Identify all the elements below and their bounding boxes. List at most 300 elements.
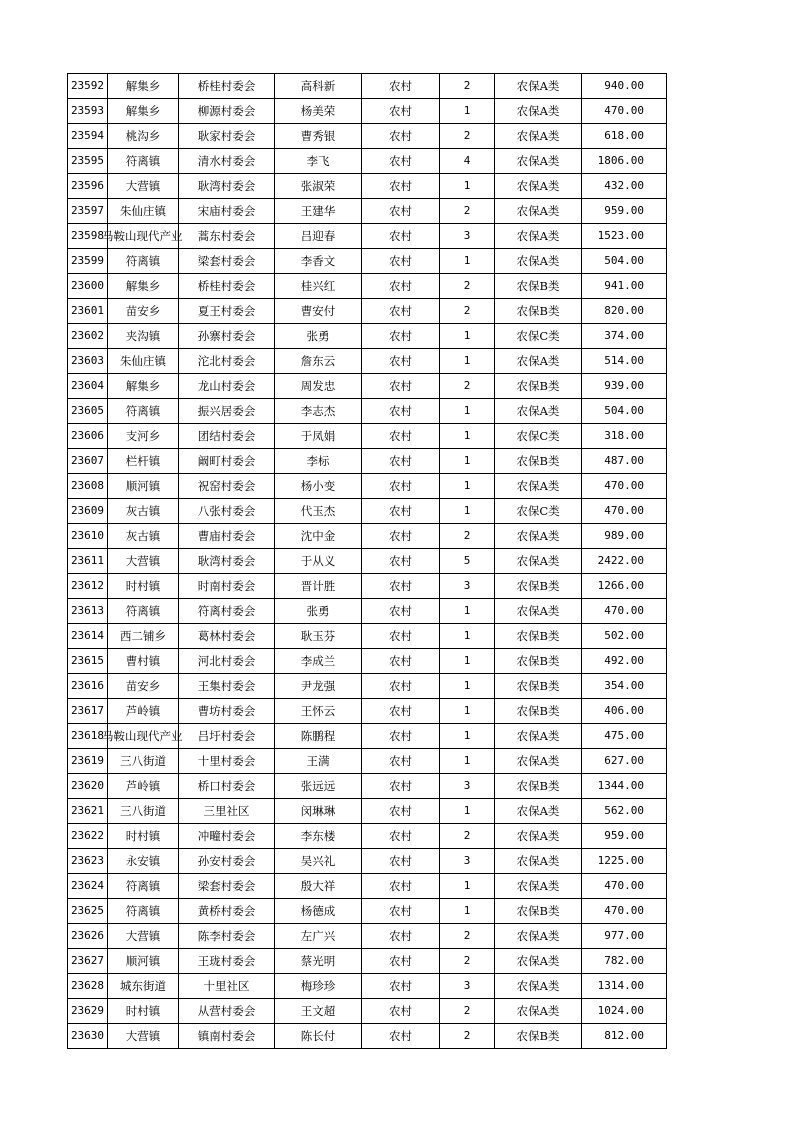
household-count-cell: 2 xyxy=(440,1024,495,1049)
village-committee-cell: 桥桂村委会 xyxy=(179,274,275,299)
person-name-cell: 李东楼 xyxy=(275,824,362,849)
record-id-cell: 23600 xyxy=(68,274,108,299)
town-cell: 苗安乡 xyxy=(108,674,179,699)
table-row xyxy=(68,149,667,174)
record-id-cell: 23625 xyxy=(68,899,108,924)
town-cell: 符离镇 xyxy=(108,149,179,174)
household-count-cell: 2 xyxy=(440,374,495,399)
village-committee-cell: 柳源村委会 xyxy=(179,99,275,124)
record-id-cell: 23629 xyxy=(68,999,108,1024)
area-type-cell: 农村 xyxy=(362,99,440,124)
record-id-cell: 23626 xyxy=(68,924,108,949)
village-committee-cell: 时南村委会 xyxy=(179,574,275,599)
village-committee-cell: 从营村委会 xyxy=(179,999,275,1024)
area-type-cell: 农村 xyxy=(362,224,440,249)
area-type-cell: 农村 xyxy=(362,174,440,199)
insurance-category-cell: 农保A类 xyxy=(495,224,582,249)
village-committee-cell: 耿湾村委会 xyxy=(179,549,275,574)
person-name-cell: 陈长付 xyxy=(275,1024,362,1049)
person-name-cell: 周发忠 xyxy=(275,374,362,399)
person-name-cell: 李成兰 xyxy=(275,649,362,674)
person-name-cell: 吕迎春 xyxy=(275,224,362,249)
village-committee-cell: 王珑村委会 xyxy=(179,949,275,974)
area-type-cell: 农村 xyxy=(362,249,440,274)
town-cell: 解集乡 xyxy=(108,99,179,124)
amount-cell: 941.00 xyxy=(582,274,667,299)
area-type-cell: 农村 xyxy=(362,124,440,149)
village-committee-cell: 梁套村委会 xyxy=(179,874,275,899)
area-type-cell: 农村 xyxy=(362,999,440,1024)
amount-cell: 487.00 xyxy=(582,449,667,474)
table-row xyxy=(68,949,667,974)
household-count-cell: 1 xyxy=(440,349,495,374)
town-cell: 大营镇 xyxy=(108,549,179,574)
household-count-cell: 3 xyxy=(440,774,495,799)
household-count-cell: 1 xyxy=(440,499,495,524)
person-name-cell: 晋计胜 xyxy=(275,574,362,599)
town-cell: 西二铺乡 xyxy=(108,624,179,649)
insurance-category-cell: 农保B类 xyxy=(495,1024,582,1049)
town-cell: 三八街道 xyxy=(108,799,179,824)
amount-cell: 939.00 xyxy=(582,374,667,399)
village-committee-cell: 阚町村委会 xyxy=(179,449,275,474)
village-committee-cell: 桥桂村委会 xyxy=(179,74,275,99)
village-committee-cell: 祝窑村委会 xyxy=(179,474,275,499)
table-row xyxy=(68,499,667,524)
amount-cell: 989.00 xyxy=(582,524,667,549)
table-row xyxy=(68,99,667,124)
insurance-category-cell: 农保B类 xyxy=(495,674,582,699)
town-cell: 曹村镇 xyxy=(108,649,179,674)
person-name-cell: 沈中金 xyxy=(275,524,362,549)
village-committee-cell: 十里社区 xyxy=(179,974,275,999)
table-row xyxy=(68,574,667,599)
record-id-cell: 23627 xyxy=(68,949,108,974)
person-name-cell: 王怀云 xyxy=(275,699,362,724)
record-id-cell: 23614 xyxy=(68,624,108,649)
person-name-cell: 代玉杰 xyxy=(275,499,362,524)
household-count-cell: 1 xyxy=(440,399,495,424)
area-type-cell: 农村 xyxy=(362,399,440,424)
record-id-cell: 23618 xyxy=(68,724,108,749)
record-id-cell: 23619 xyxy=(68,749,108,774)
record-id-cell: 23612 xyxy=(68,574,108,599)
area-type-cell: 农村 xyxy=(362,649,440,674)
town-cell: 朱仙庄镇 xyxy=(108,199,179,224)
household-count-cell: 3 xyxy=(440,574,495,599)
household-count-cell: 2 xyxy=(440,949,495,974)
insurance-category-cell: 农保A类 xyxy=(495,999,582,1024)
insurance-category-cell: 农保C类 xyxy=(495,424,582,449)
person-name-cell: 左广兴 xyxy=(275,924,362,949)
amount-cell: 318.00 xyxy=(582,424,667,449)
record-id-cell: 23592 xyxy=(68,74,108,99)
amount-cell: 1314.00 xyxy=(582,974,667,999)
person-name-cell: 曹秀银 xyxy=(275,124,362,149)
insurance-category-cell: 农保A类 xyxy=(495,974,582,999)
amount-cell: 470.00 xyxy=(582,499,667,524)
insurance-category-cell: 农保B类 xyxy=(495,274,582,299)
insurance-category-cell: 农保C类 xyxy=(495,324,582,349)
town-cell: 芦岭镇 xyxy=(108,774,179,799)
table-row xyxy=(68,449,667,474)
area-type-cell: 农村 xyxy=(362,874,440,899)
town-cell: 栏杆镇 xyxy=(108,449,179,474)
insurance-category-cell: 农保B类 xyxy=(495,649,582,674)
insurance-category-cell: 农保B类 xyxy=(495,624,582,649)
household-count-cell: 1 xyxy=(440,324,495,349)
person-name-cell: 王满 xyxy=(275,749,362,774)
area-type-cell: 农村 xyxy=(362,974,440,999)
town-cell: 永安镇 xyxy=(108,849,179,874)
table-row xyxy=(68,424,667,449)
area-type-cell: 农村 xyxy=(362,574,440,599)
insurance-category-cell: 农保A类 xyxy=(495,849,582,874)
table-row xyxy=(68,124,667,149)
person-name-cell: 李香文 xyxy=(275,249,362,274)
insurance-category-cell: 农保A类 xyxy=(495,99,582,124)
town-cell: 顺河镇 xyxy=(108,949,179,974)
town-cell: 大营镇 xyxy=(108,1024,179,1049)
insurance-category-cell: 农保A类 xyxy=(495,149,582,174)
insurance-category-cell: 农保A类 xyxy=(495,949,582,974)
village-committee-cell: 曹庙村委会 xyxy=(179,524,275,549)
village-committee-cell: 八张村委会 xyxy=(179,499,275,524)
amount-cell: 492.00 xyxy=(582,649,667,674)
area-type-cell: 农村 xyxy=(362,899,440,924)
area-type-cell: 农村 xyxy=(362,699,440,724)
amount-cell: 977.00 xyxy=(582,924,667,949)
insurance-category-cell: 农保B类 xyxy=(495,774,582,799)
amount-cell: 940.00 xyxy=(582,74,667,99)
village-committee-cell: 葛林村委会 xyxy=(179,624,275,649)
table-row xyxy=(68,824,667,849)
table-row xyxy=(68,274,667,299)
area-type-cell: 农村 xyxy=(362,424,440,449)
town-cell: 顺河镇 xyxy=(108,474,179,499)
household-count-cell: 4 xyxy=(440,149,495,174)
amount-cell: 627.00 xyxy=(582,749,667,774)
insurance-category-cell: 农保A类 xyxy=(495,749,582,774)
person-name-cell: 于凤娟 xyxy=(275,424,362,449)
amount-cell: 475.00 xyxy=(582,724,667,749)
record-id-cell: 23628 xyxy=(68,974,108,999)
record-id-cell: 23624 xyxy=(68,874,108,899)
record-id-cell: 23616 xyxy=(68,674,108,699)
amount-cell: 406.00 xyxy=(582,699,667,724)
area-type-cell: 农村 xyxy=(362,824,440,849)
village-committee-cell: 河北村委会 xyxy=(179,649,275,674)
amount-cell: 432.00 xyxy=(582,174,667,199)
amount-cell: 374.00 xyxy=(582,324,667,349)
table-row xyxy=(68,349,667,374)
area-type-cell: 农村 xyxy=(362,724,440,749)
record-id-cell: 23607 xyxy=(68,449,108,474)
amount-cell: 1225.00 xyxy=(582,849,667,874)
amount-cell: 959.00 xyxy=(582,824,667,849)
table-row xyxy=(68,724,667,749)
amount-cell: 562.00 xyxy=(582,799,667,824)
table-row xyxy=(68,774,667,799)
area-type-cell: 农村 xyxy=(362,924,440,949)
record-id-cell: 23630 xyxy=(68,1024,108,1049)
town-cell: 时村镇 xyxy=(108,574,179,599)
household-count-cell: 1 xyxy=(440,249,495,274)
household-count-cell: 1 xyxy=(440,599,495,624)
table-row xyxy=(68,249,667,274)
household-count-cell: 2 xyxy=(440,924,495,949)
table-row xyxy=(68,999,667,1024)
village-committee-cell: 三里社区 xyxy=(179,799,275,824)
town-cell: 马鞍山现代产业 xyxy=(108,224,179,249)
insurance-category-cell: 农保B类 xyxy=(495,574,582,599)
insurance-category-cell: 农保C类 xyxy=(495,499,582,524)
village-committee-cell: 夏王村委会 xyxy=(179,299,275,324)
record-id-cell: 23610 xyxy=(68,524,108,549)
household-count-cell: 1 xyxy=(440,474,495,499)
table-row xyxy=(68,174,667,199)
record-id-cell: 23604 xyxy=(68,374,108,399)
person-name-cell: 高科新 xyxy=(275,74,362,99)
person-name-cell: 耿玉芬 xyxy=(275,624,362,649)
table-row xyxy=(68,74,667,99)
town-cell: 夹沟镇 xyxy=(108,324,179,349)
insurance-category-cell: 农保A类 xyxy=(495,599,582,624)
area-type-cell: 农村 xyxy=(362,849,440,874)
amount-cell: 470.00 xyxy=(582,899,667,924)
area-type-cell: 农村 xyxy=(362,674,440,699)
person-name-cell: 梅珍珍 xyxy=(275,974,362,999)
village-committee-cell: 冲疃村委会 xyxy=(179,824,275,849)
household-count-cell: 2 xyxy=(440,524,495,549)
table-row xyxy=(68,399,667,424)
record-id-cell: 23599 xyxy=(68,249,108,274)
village-committee-cell: 蒿东村委会 xyxy=(179,224,275,249)
town-cell: 时村镇 xyxy=(108,999,179,1024)
insurance-category-cell: 农保A类 xyxy=(495,724,582,749)
village-committee-cell: 十里村委会 xyxy=(179,749,275,774)
village-committee-cell: 孙寨村委会 xyxy=(179,324,275,349)
insurance-category-cell: 农保A类 xyxy=(495,824,582,849)
town-cell: 芦岭镇 xyxy=(108,699,179,724)
household-count-cell: 1 xyxy=(440,899,495,924)
insurance-category-cell: 农保A类 xyxy=(495,549,582,574)
area-type-cell: 农村 xyxy=(362,474,440,499)
table-row xyxy=(68,224,667,249)
amount-cell: 514.00 xyxy=(582,349,667,374)
town-cell: 三八街道 xyxy=(108,749,179,774)
household-count-cell: 1 xyxy=(440,749,495,774)
town-cell: 苗安乡 xyxy=(108,299,179,324)
household-count-cell: 1 xyxy=(440,424,495,449)
village-committee-cell: 龙山村委会 xyxy=(179,374,275,399)
amount-cell: 470.00 xyxy=(582,99,667,124)
area-type-cell: 农村 xyxy=(362,1024,440,1049)
person-name-cell: 张淑荣 xyxy=(275,174,362,199)
town-cell: 灰古镇 xyxy=(108,499,179,524)
area-type-cell: 农村 xyxy=(362,74,440,99)
town-cell: 大营镇 xyxy=(108,924,179,949)
insurance-category-cell: 农保B类 xyxy=(495,899,582,924)
household-count-cell: 2 xyxy=(440,999,495,1024)
area-type-cell: 农村 xyxy=(362,799,440,824)
household-count-cell: 2 xyxy=(440,299,495,324)
insurance-category-cell: 农保A类 xyxy=(495,524,582,549)
table-row xyxy=(68,849,667,874)
table-row xyxy=(68,474,667,499)
table-row xyxy=(68,299,667,324)
insurance-category-cell: 农保B类 xyxy=(495,374,582,399)
person-name-cell: 闵琳琳 xyxy=(275,799,362,824)
record-id-cell: 23621 xyxy=(68,799,108,824)
person-name-cell: 李标 xyxy=(275,449,362,474)
person-name-cell: 吴兴礼 xyxy=(275,849,362,874)
town-cell: 灰古镇 xyxy=(108,524,179,549)
insurance-category-cell: 农保A类 xyxy=(495,249,582,274)
record-id-cell: 23620 xyxy=(68,774,108,799)
record-id-cell: 23611 xyxy=(68,549,108,574)
amount-cell: 1024.00 xyxy=(582,999,667,1024)
record-id-cell: 23622 xyxy=(68,824,108,849)
person-name-cell: 桂兴红 xyxy=(275,274,362,299)
records-table xyxy=(67,73,667,1049)
household-count-cell: 1 xyxy=(440,724,495,749)
town-cell: 解集乡 xyxy=(108,74,179,99)
area-type-cell: 农村 xyxy=(362,449,440,474)
table-row xyxy=(68,1024,667,1049)
insurance-category-cell: 农保A类 xyxy=(495,399,582,424)
table-row xyxy=(68,649,667,674)
record-id-cell: 23623 xyxy=(68,849,108,874)
person-name-cell: 陈鹏程 xyxy=(275,724,362,749)
table-row xyxy=(68,599,667,624)
village-committee-cell: 宋庙村委会 xyxy=(179,199,275,224)
area-type-cell: 农村 xyxy=(362,524,440,549)
record-id-cell: 23617 xyxy=(68,699,108,724)
household-count-cell: 5 xyxy=(440,549,495,574)
table-row xyxy=(68,324,667,349)
village-committee-cell: 团结村委会 xyxy=(179,424,275,449)
household-count-cell: 2 xyxy=(440,124,495,149)
amount-cell: 820.00 xyxy=(582,299,667,324)
amount-cell: 1344.00 xyxy=(582,774,667,799)
town-cell: 时村镇 xyxy=(108,824,179,849)
village-committee-cell: 沱北村委会 xyxy=(179,349,275,374)
village-committee-cell: 孙安村委会 xyxy=(179,849,275,874)
insurance-category-cell: 农保A类 xyxy=(495,799,582,824)
person-name-cell: 杨美荣 xyxy=(275,99,362,124)
insurance-category-cell: 农保A类 xyxy=(495,74,582,99)
area-type-cell: 农村 xyxy=(362,624,440,649)
table-row xyxy=(68,924,667,949)
person-name-cell: 李志杰 xyxy=(275,399,362,424)
amount-cell: 1523.00 xyxy=(582,224,667,249)
person-name-cell: 张勇 xyxy=(275,324,362,349)
village-committee-cell: 曹坊村委会 xyxy=(179,699,275,724)
person-name-cell: 杨小变 xyxy=(275,474,362,499)
area-type-cell: 农村 xyxy=(362,499,440,524)
person-name-cell: 王建华 xyxy=(275,199,362,224)
amount-cell: 2422.00 xyxy=(582,549,667,574)
person-name-cell: 蔡光明 xyxy=(275,949,362,974)
table-row xyxy=(68,974,667,999)
amount-cell: 502.00 xyxy=(582,624,667,649)
insurance-category-cell: 农保B类 xyxy=(495,299,582,324)
town-cell: 朱仙庄镇 xyxy=(108,349,179,374)
town-cell: 支河乡 xyxy=(108,424,179,449)
person-name-cell: 李飞 xyxy=(275,149,362,174)
insurance-category-cell: 农保A类 xyxy=(495,874,582,899)
area-type-cell: 农村 xyxy=(362,324,440,349)
household-count-cell: 3 xyxy=(440,974,495,999)
amount-cell: 504.00 xyxy=(582,399,667,424)
household-count-cell: 2 xyxy=(440,274,495,299)
village-committee-cell: 耿湾村委会 xyxy=(179,174,275,199)
village-committee-cell: 梁套村委会 xyxy=(179,249,275,274)
insurance-category-cell: 农保A类 xyxy=(495,124,582,149)
person-name-cell: 尹龙强 xyxy=(275,674,362,699)
area-type-cell: 农村 xyxy=(362,949,440,974)
record-id-cell: 23597 xyxy=(68,199,108,224)
insurance-category-cell: 农保A类 xyxy=(495,474,582,499)
insurance-category-cell: 农保B类 xyxy=(495,449,582,474)
household-count-cell: 1 xyxy=(440,624,495,649)
person-name-cell: 杨德成 xyxy=(275,899,362,924)
town-cell: 城东街道 xyxy=(108,974,179,999)
village-committee-cell: 吕圩村委会 xyxy=(179,724,275,749)
person-name-cell: 王文超 xyxy=(275,999,362,1024)
table-row xyxy=(68,624,667,649)
amount-cell: 1266.00 xyxy=(582,574,667,599)
amount-cell: 1806.00 xyxy=(582,149,667,174)
record-id-cell: 23596 xyxy=(68,174,108,199)
town-cell: 马鞍山现代产业 xyxy=(108,724,179,749)
table-body xyxy=(68,74,667,1049)
record-id-cell: 23602 xyxy=(68,324,108,349)
amount-cell: 812.00 xyxy=(582,1024,667,1049)
household-count-cell: 1 xyxy=(440,449,495,474)
person-name-cell: 于从义 xyxy=(275,549,362,574)
household-count-cell: 2 xyxy=(440,74,495,99)
amount-cell: 782.00 xyxy=(582,949,667,974)
village-committee-cell: 王集村委会 xyxy=(179,674,275,699)
household-count-cell: 1 xyxy=(440,649,495,674)
record-id-cell: 23594 xyxy=(68,124,108,149)
household-count-cell: 3 xyxy=(440,224,495,249)
record-id-cell: 23601 xyxy=(68,299,108,324)
area-type-cell: 农村 xyxy=(362,374,440,399)
town-cell: 符离镇 xyxy=(108,249,179,274)
person-name-cell: 曹安付 xyxy=(275,299,362,324)
household-count-cell: 1 xyxy=(440,699,495,724)
household-count-cell: 1 xyxy=(440,174,495,199)
record-id-cell: 23606 xyxy=(68,424,108,449)
village-committee-cell: 陈李村委会 xyxy=(179,924,275,949)
household-count-cell: 3 xyxy=(440,849,495,874)
area-type-cell: 农村 xyxy=(362,749,440,774)
insurance-category-cell: 农保B类 xyxy=(495,699,582,724)
person-name-cell: 殷大祥 xyxy=(275,874,362,899)
household-count-cell: 2 xyxy=(440,824,495,849)
amount-cell: 618.00 xyxy=(582,124,667,149)
record-id-cell: 23595 xyxy=(68,149,108,174)
village-committee-cell: 耿家村委会 xyxy=(179,124,275,149)
amount-cell: 470.00 xyxy=(582,599,667,624)
amount-cell: 470.00 xyxy=(582,874,667,899)
amount-cell: 959.00 xyxy=(582,199,667,224)
insurance-category-cell: 农保A类 xyxy=(495,174,582,199)
area-type-cell: 农村 xyxy=(362,599,440,624)
